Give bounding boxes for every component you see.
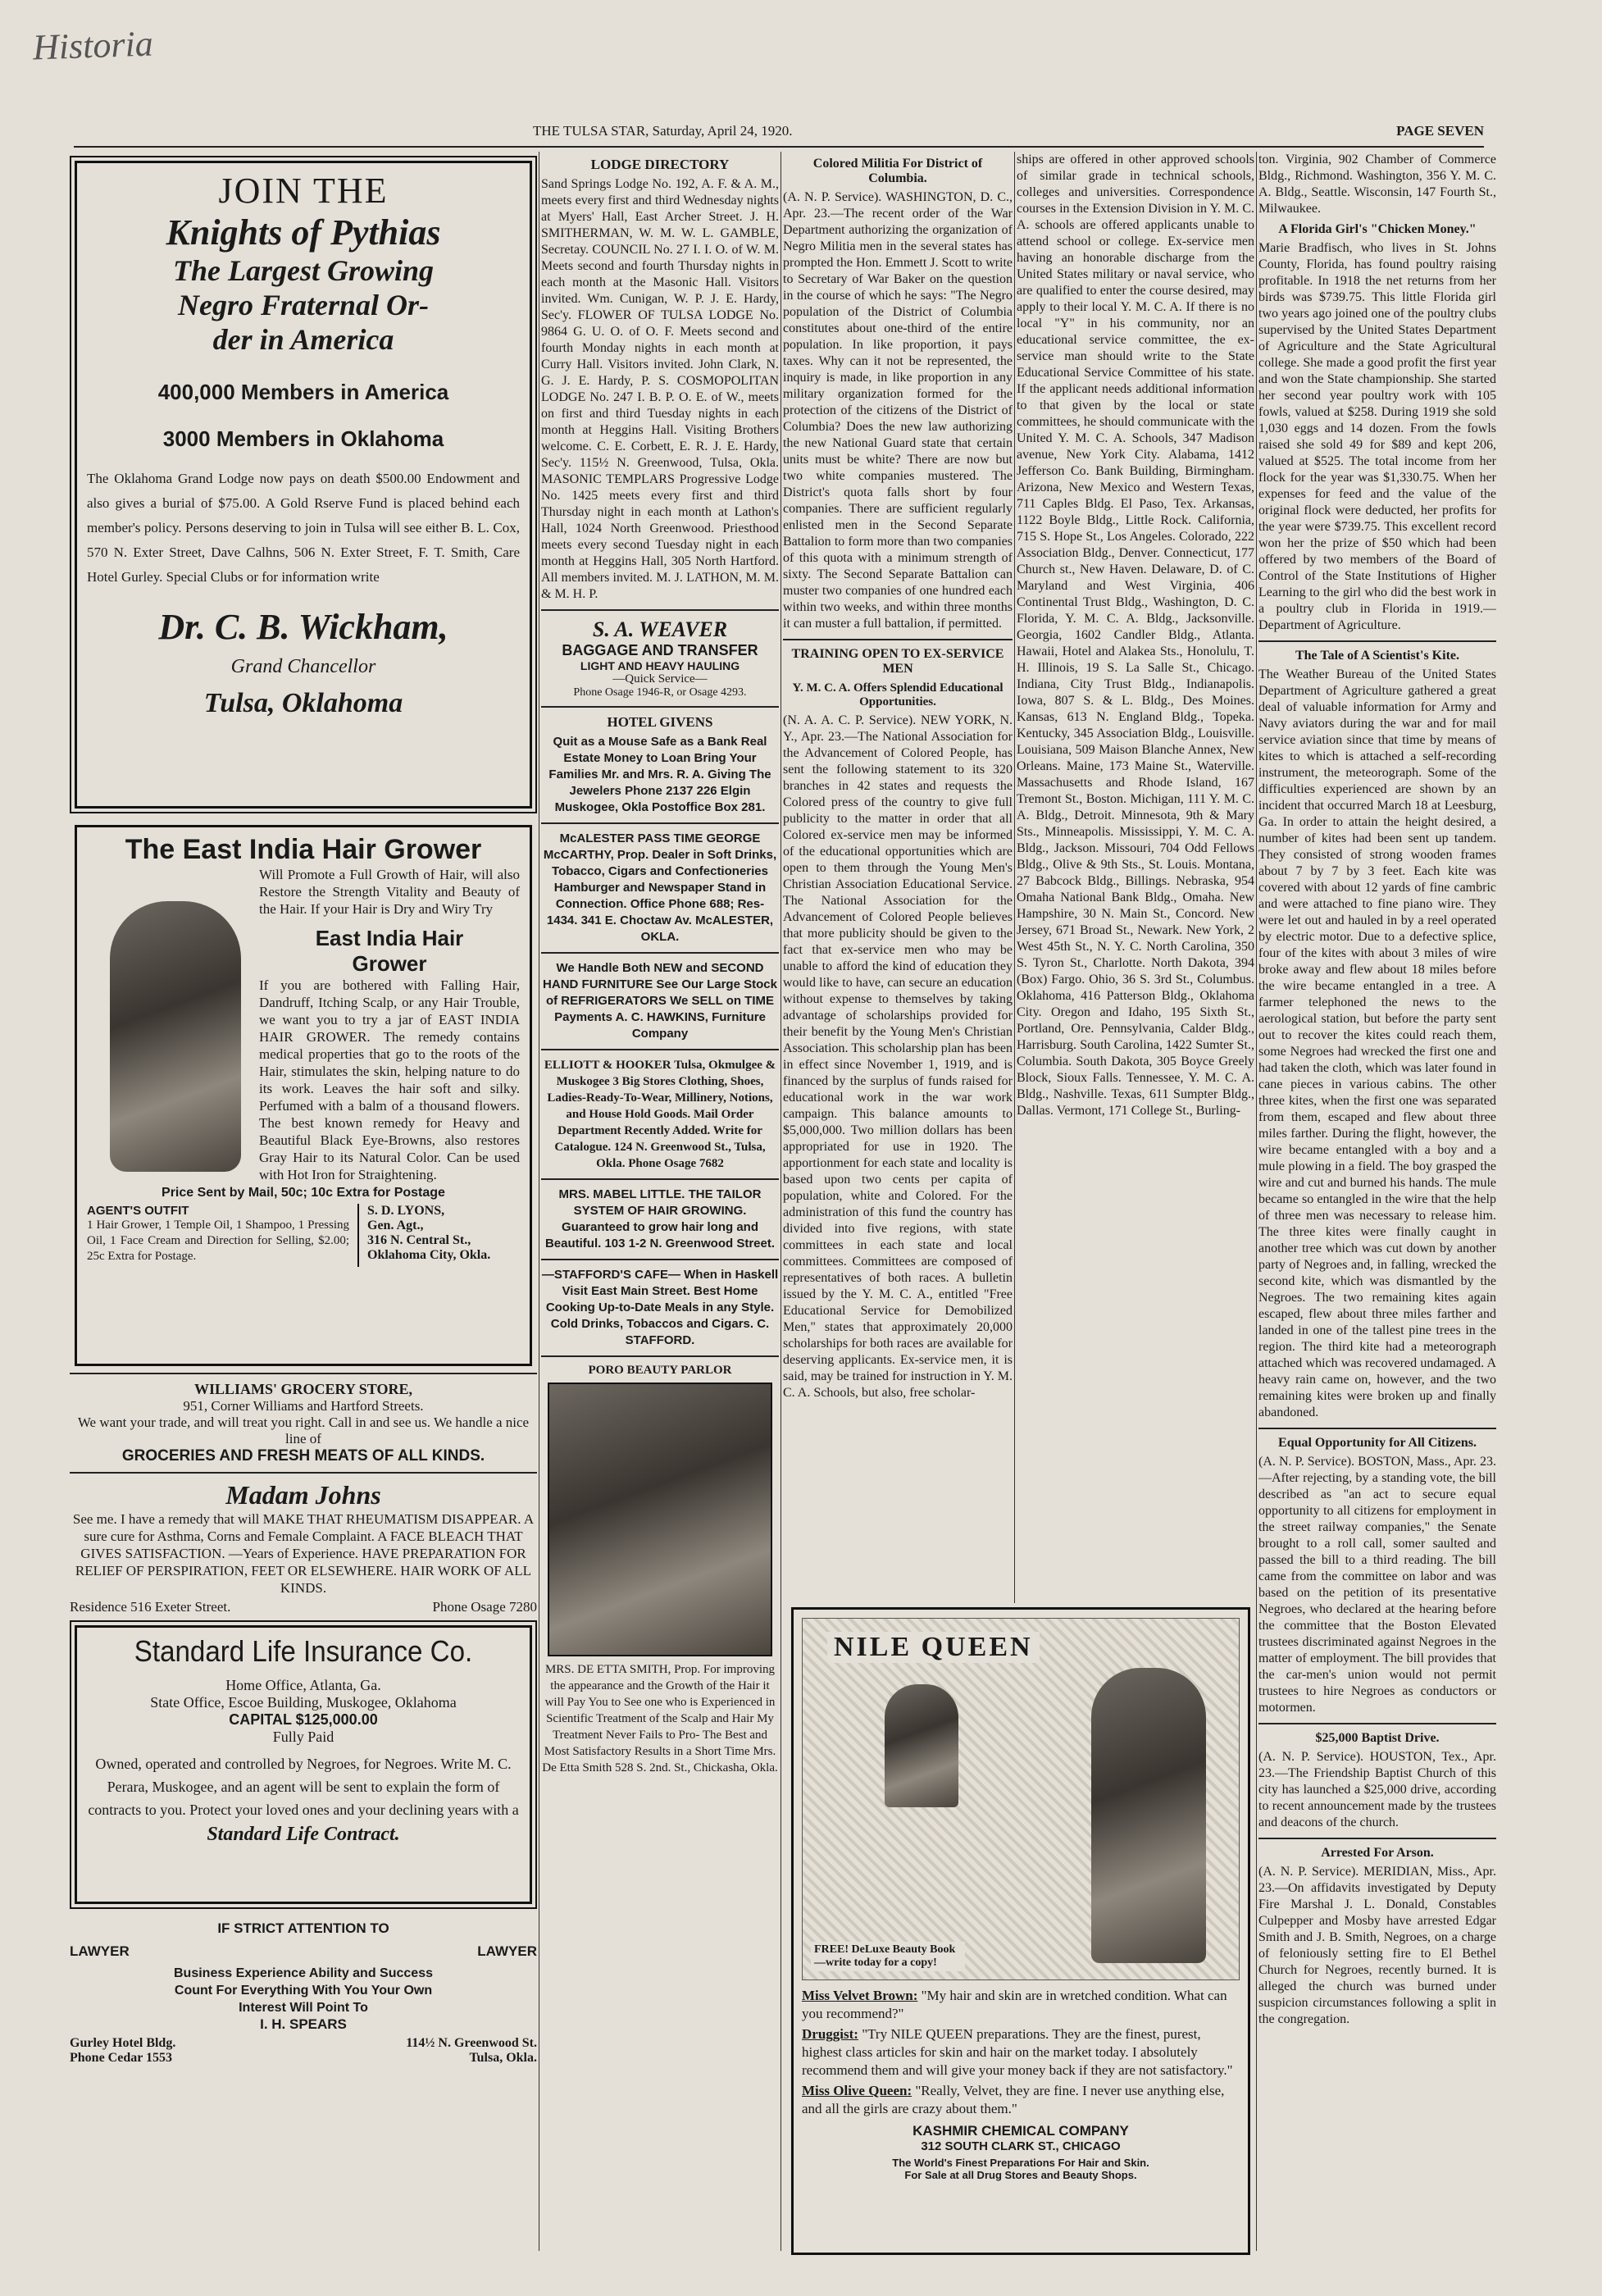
- column-1: [70, 156, 537, 2239]
- divider: [70, 1472, 537, 1474]
- column-5: [1258, 152, 1496, 2251]
- standard-life-ad: [75, 1625, 532, 1904]
- weaver-h3: LIGHT AND HEAVY HAULING: [580, 659, 740, 672]
- standard-p1: Home Office, Atlanta, Ga.: [225, 1677, 381, 1693]
- militia-text: (A. N. P. Service). WASHINGTON, D. C., Apr. 23.—The recent order of the War Department authorizing the organization of Negro Militia men in the several states has prompted the Hon. Emmett J. Scott to write to Secretary of War Baker on the question in the course of which he says: "The Negro population of the District of Columbia constitutes about one-third of the entire population. In like proportion, it pays taxes. Why can it not be represented, the inquiry is made, in like proportion in any military organization formed for the protection of the citizens of the District of Columbia? Does the new law authorizing the new National Guard state that certain units must be white? There are now but two white companies mustered. The District's quota falls short by four companies. There are sufficient regularly enlisted men in the Second Separate Battalion to form more than two companies of this quota with a minimum strength of sixty. The Second Separate Battalion can muster two companies of one hundred each within two weeks, and within three months it can muster a full battalion, if permitted.: [783, 190, 1013, 631]
- agent-addr: 316 N. Central St.,: [367, 1233, 471, 1247]
- divider: [70, 1373, 537, 1374]
- knights-ad: [75, 161, 532, 809]
- kite-text: The Weather Bureau of the United States Department of Agriculture gathered a great deal of valuable information for Army and Navy aviators during the war and for mail service aviation since that time by means of kites to which is attached a self-recording instrument, the meteorograph. Some of the difficulties experienced are shown by an incident that occurred March 18 at Leesburg, Ga. In order to attain the height desired, a number of kites had been sent up tandem. They consisted of strong wooden frames about 7 by 7 by 3 feet. Each kite was covered with about 12 yards of fine cambric and were attached to fine piano wire. They were let out and hauled in by a reel operated by electric motor. Due to a defective splice, four of the kites with about 3 miles of wire broke away and flew about 18 miles before the wire became entangled in a tree. A farmer telephoned the news to the aerological station, but before the party sent out to recover the kites could reach them, some Negroes had wrecked the first one and had taken the cloth, which was later found in cane pieces in various cabins. The other three kites, when the first one was separated from them, escaped and flew about three miles farther. During the flight, however, the wire became entangled with a boy and a mule plowing in a field. The boy grasped the wire and cut and burned his hands. The mule became so entangled in the wire that the help of three men was necessary to release him. The three kites were finally caught in another tree which was cut down by another party of Negroes and, in falling, wrecked the second kite, which was dismantled by the Negroes. The two remaining kites again escaped, flew about three miles farther and landed in one of the tallest pine trees in the region. The third kite had a meteorograph attached which was recovered undamaged. A heavy rain came on, however, and the two remaining kites were broken up and finally abandoned.: [1258, 667, 1496, 1419]
- kashmir-f1: The World's Finest Preparations For Hair and Skin.: [892, 2157, 1149, 2169]
- lawyer-ad: [70, 1920, 537, 2125]
- kop-members1: 400,000 Members in America: [157, 380, 449, 404]
- equal-text: (A. N. P. Service). BOSTON, Mass., Apr. 23.—After rejecting, by a standing vote, the bill described as "an act to secure equal opportunity to all citizens for employment in the street railway companies," the Senate brought to a roll call, somer saulted and passed the bill to a third reading. The bill came from the committee on labor and was based on the petition of its presentative Negroes, who declared at the hearing before the committee that the Boston Elevated trustees discriminated against Negroes in the matter of employment. The bill provides that the car-men's union would not permit trustees to hire Negroes as conductors or motormen.: [1258, 1455, 1496, 1715]
- nile-queen-illustration: [802, 1618, 1240, 1980]
- kop-line3: The Largest Growing: [172, 254, 435, 287]
- baptist-head: $25,000 Baptist Drive.: [1315, 1731, 1440, 1745]
- johns-p: See me. I have a remedy that will MAKE THAT RHEUMATISM DISAPPEAR. A sure cure for Asthma, Corns and Female Complaint. A FACE BLEACH THAT GIVES SATISFACTION. —Years of Experience. HAVE PREPARATION FOR RELIEF OF PERSPIRATION, FEET OR ELSEWHERE. HAIR WORK OF ALL KINDS.: [72, 1511, 535, 1596]
- grocery-goods: GROCERIES AND FRESH MEATS OF ALL KINDS.: [121, 1447, 485, 1465]
- nile-queen-ad: [791, 1607, 1250, 2255]
- poro-text: MRS. DE ETTA SMITH, Prop. For improving the appearance and the Growth of the Hair it will Pay You to See one who is Experienced in Scientific Treatment of the Scalp and Hair My Treatment Never Fails to Pro- The Best and Most Satisfactory Results in a Short Time Mrs. De Etta Smith 528 S. 2nd. St., Chickasha, Okla.: [542, 1663, 778, 1774]
- militia-head: Colored Militia For District of Columbia.: [812, 157, 983, 185]
- kop-line5: der in America: [212, 323, 394, 356]
- little-text: MRS. MABEL LITTLE. THE TAILOR SYSTEM OF HAIR GROWING. Guaranteed to grow hair long and Beautiful. 103 1-2 N. Greenwood Street.: [544, 1187, 776, 1250]
- druggist-figure: [885, 1684, 958, 1807]
- divider: [541, 1049, 779, 1050]
- weaver-h4: —Quick Service—: [612, 672, 708, 686]
- kite-head: The Tale of A Scientist's Kite.: [1295, 649, 1459, 663]
- poro-head: PORO BEAUTY PARLOR: [588, 1364, 732, 1377]
- lodge-head: LODGE DIRECTORY: [590, 157, 730, 172]
- column-4: [1017, 152, 1254, 1603]
- training-head: TRAINING OPEN TO EX-SERVICE MEN: [791, 647, 1004, 676]
- column-2: [541, 152, 779, 2251]
- training-text: (N. A. A. C. P. Service). NEW YORK, N. Y., Apr. 23.—The National Association for the Advancement of Colored People, has sent the following statement to its 320 branches in 42 states and requests the Colored press of the country to give full publicity to the matter in order that all Colored ex-service men may be informed of the educational opportunities which are open to them through the Young Men's Christian Association Educational Service. The National Association for the Advancement of Colored People believes that more publicity should be given to the fact that ex-service men who may be unable to afford the kind of education they would like to have, can secure an education without expense to themselves by taking advantage of scholarships provided for their benefit by the Young Men's Christian Association. This scholarship plan has been in effect since November 1, 1919, and is financed by the surplus of funds raised for educational work in the war work campaign. This balance amounts to $5,000,000. Two million dollars has been appropriated for use in 1920. The apportionment for each state and locality is based upon two cents per capita of population, white and Colored. For the administration of this fund the country has divided into five regions, with state committees in each state and local committees. Committees are composed of representatives of both races. A bulletin issued by the Y. M. C. A., entitled "Free Educational Service for Demobilized Men," states that approximately 20,000 scholarships for both races are available for deserving applicants. Ex-service men, it is said, may be trained for instruction in Y. M. C. A. Schools, but also, free scholar-: [783, 713, 1013, 1400]
- column-rule: [1256, 152, 1257, 2251]
- nile-logo: NILE QUEEN: [827, 1632, 1040, 1663]
- lawyer-mid: Business Experience Ability and Success Count For Everything With You Your Own Interest Will Point To: [174, 1966, 433, 2015]
- kop-line1: JOIN THE: [218, 171, 389, 211]
- kashmir-company: KASHMIR CHEMICAL COMPANY: [913, 2123, 1129, 2139]
- johns-head: Madam Johns: [225, 1480, 381, 1510]
- hair-head: The East India Hair Grower: [125, 834, 482, 865]
- grocery-ad: [70, 1381, 537, 1465]
- divider: [1258, 1428, 1496, 1429]
- stafford-text: —STAFFORD'S CAFE— When in Haskell Visit East Main Street. Best Home Cooking Up-to-Date Meals in any Style. Cold Drinks, Tobaccos and Cigars. C. STAFFORD.: [541, 1268, 779, 1347]
- lodge-text: Sand Springs Lodge No. 192, A. F. & A. M., meets every first and third Wednesday nights at Myers' Hall, East Archer Street. J. H. SMITHERMAN, W. M. W. L. GAMBLE, Secretay. COUNCIL No. 27 I. I. O. of W. M. Meets second and fourth Thursday nights in each month at the Masonic Hall. Visitors invited. Wm. Cunigan, W. P. J. E. Hardy, Sec'y. FLOWER OF TULSA LODGE No. 9864 G. U. O. of O. F. Meets second and fourth Monday nights in each month at Curry Hall. Visitors invited. John Clark, N. G. J. E. Hardy, P. S. COSMOPOLITAN LODGE No. 247 I. B. P. O. E. of W., meets on first and third Tuesday nights in each month at Heggins Hall. Visiting Brothers welcome. C. E. Corbett, E. R. J. E. Hardy, Sec'y. 115½ N. Greenwood, Tulsa, Okla. MASONIC TEMPLARS Progressive Lodge No. 1425 meets every first and third Thursday night in each month at Lathon's Hall, 1024 North Greenwood. Priesthood meets every second Tuesday night in each month at Heggins Hall, 305 North Hartford. All members invited. M. J. LATHON, M. M. & M. H. P.: [541, 177, 779, 601]
- johns-res: Residence 516 Exeter Street.: [70, 1599, 231, 1615]
- standard-p4: Fully Paid: [272, 1729, 335, 1745]
- divider: [1258, 1838, 1496, 1839]
- kashmir-addr: 312 SOUTH CLARK ST., CHICAGO: [921, 2139, 1121, 2153]
- grocery-name: WILLIAMS' GROCERY STORE,: [194, 1381, 412, 1397]
- kop-line2: Knights of Pythias: [166, 212, 441, 253]
- agent-title: Gen. Agt.,: [367, 1219, 424, 1232]
- col4-text: ships are offered in other approved schools of similar grade in technical schools, colleges and universities. Correspondence courses in the Extension Division in Y. M. C. A. schools are offered applicants unable to attend school or college. Ex-service men having an honorable discharge from the United States military or naval service, who are qualified to enter the course desired, may apply to their local Y. M. C. A. If there is no local "Y" in his community, nor an educational service committee, the ex-service man should write to the State Educational Service Committee of his state. If the applicant needs additional information to that given by the local or state committees, he should communicate with the United Y. M. C. A. Schools, 347 Madison avenue, New York City. Alabama, 1412 Jefferson Co. Bank Building, Birmingham. Arizona, New Mexico and Western Texas, 711 Caples Bldg. El Paso, Tex. Arkansas, 1122 Boyle Bldg., Little Rock. California, 715 S. Hope St., Los Angeles. Colorado, 222 Association Bldg., Denver. Connecticut, 177 Church st., New Haven. Delaware, D. of C. Maryland and West Virginia, 406 Continental Trust Bldg., Washington, D. C. Florida, Y. M. C. A. Bldg., Jacksonville. Georgia, 1602 Candler Bldg., Atlanta. Hawaii, Hotel and Alakea Sts., Honolulu, T. H. Illinois, 19 S. La Salle St., Chicago. Indiana, City Trust Bldg., Indianapolis. Iowa, 807 S. & L. Bldg., Des Moines. Kansas, 613 N. England Bldg., Topeka. Kentucky, 345 Association Bldg., Louisville. Louisiana, 509 Maison Blanche Annex, New Orleans. Maine, 173 Maine St., Waterville. Massachusetts and Rhode Island, 167 Tremont St., Boston. Michigan, 111 Y. M. C. A. Bldg., Detroit. Minnesota, 9th & Mary Sts., Minneapolis. Mississippi, Y. M. C. A. Bldg., Jackson. Missouri, 704 Odd Fellows Bldg., Olive & 9th Sts., St. Louis. Montana, 27 Babcock Bldg., Billings. Nebraska, 954 Omaha National Bank Bldg., Omaha. New Hampshire, 30 N. Main St., Concord. New Jersey, 671 Broad St., Newark. New York, 2 West 45th St., N. Y. C. North Carolina, 350 S. Tyron St., Charlotte. North Dakota, 394 (Box) Fargo. Ohio, 36 S. 3rd St., Columbus. Oklahoma, 416 Patterson Bldg., Oklahoma City. Oregon and Idaho, 195 Sixth St., Portland, Ore. Pennsylvania, Calder Bldg., Harrisburg. South Carolina, 1422 Sumter St., Columbia. South Dakota, 305 Boyce Greely Block, Sioux Falls. Tennessee, Y. M. C. A. Bldg., Nashville. Texas, 611 Sumpter Bldg., Dallas. Vermont, 171 College St., Burling-: [1017, 153, 1254, 1118]
- johns-ad: [70, 1480, 537, 1615]
- divider: [541, 609, 779, 611]
- velvet-text: "My hair and skin are in wretched condition. What can you recommend?": [802, 1988, 1227, 2021]
- divider: [1258, 640, 1496, 642]
- divider: [541, 1355, 779, 1357]
- weaver-ad: [541, 617, 779, 699]
- grocery-p: We want your trade, and will treat you right. Call in and see us. We handle a nice line of: [77, 1414, 530, 1446]
- olive-label: Miss Olive Queen:: [802, 2083, 913, 2098]
- hair-name2: Grower: [352, 951, 427, 976]
- divider: [541, 1259, 779, 1260]
- mcalester-text: McALESTER PASS TIME GEORGE McCARTHY, Prop. Dealer in Soft Drinks, Tobacco, Cigars and Confectioneries Hamburger and Newspaper Stand in Connection. Office Phone 688; Res- 1434. 341 E. Choctaw Av. McALESTER, OKLA.: [543, 831, 777, 944]
- page-number: PAGE SEVEN: [1396, 123, 1484, 139]
- kop-title: Grand Chancellor: [230, 656, 376, 677]
- training-sub: Y. M. C. A. Offers Splendid Educational Opportunities.: [792, 681, 1004, 708]
- divider: [541, 952, 779, 954]
- velvet-label: Miss Velvet Brown:: [802, 1988, 918, 2003]
- agent-name: S. D. LYONS,: [367, 1204, 445, 1218]
- grocery-addr: 951, Corner Williams and Hartford Streets.: [183, 1398, 424, 1414]
- weaver-h1: S. A. WEAVER: [592, 617, 728, 641]
- druggist-label: Druggist:: [802, 2026, 858, 2042]
- chicken-head: A Florida Girl's "Chicken Money.": [1278, 222, 1477, 236]
- hair-price: Price Sent by Mail, 50c; 10c Extra for Postage: [162, 1186, 445, 1200]
- kop-city: Tulsa, Oklahoma: [203, 688, 403, 718]
- poro-portrait-photo: [548, 1383, 772, 1656]
- kop-line4: Negro Fraternal Or-: [177, 289, 430, 321]
- equal-head: Equal Opportunity for All Citizens.: [1278, 1436, 1477, 1450]
- divider: [783, 639, 1013, 640]
- masthead-date: THE TULSA STAR, Saturday, April 24, 1920.: [533, 123, 793, 139]
- hair-p2: If you are bothered with Falling Hair, Dandruff, Itching Scalp, or any Hair Trouble, we want you to try a jar of EAST INDIA HAIR GROWER. The remedy contains medical properties that go to the roots of the Hair, stimulates the skin, helping nature to do its work. Leaves the hair soft and silky. Perfumed with a balm of a thousand flowers. The best known remedy for Heavy and Beautiful Black Eye-Browns, also restores Gray Hair to its Natural Color. Can be used with Hot Iron for Straightening.: [259, 977, 520, 1182]
- druggist-text: "Try NILE QUEEN preparations. They are the finest, purest, highest class articles for skin and hair on the market today. I absolutely recommend them and will give your money back if they are not satisfactory.": [802, 2026, 1233, 2078]
- col5-top: ton. Virginia, 902 Chamber of Commerce Bldg., Richmond. Washington, 356 Y. M. C. A. Bldg., Seattle. Wisconsin, 147 Fourth St., Milwaukee.: [1258, 153, 1496, 216]
- weaver-phone: Phone Osage 1946-R, or Osage 4293.: [573, 686, 747, 699]
- hair-items: 1 Hair Grower, 1 Temple Oil, 1 Shampoo, 1 Pressing Oil, 1 Face Cream and Direction for Selling, $2.00; 25c Extra for Postage.: [87, 1219, 349, 1263]
- chicken-text: Marie Bradfisch, who lives in St. Johns County, Florida, has found poultry raising profitable. In 1918 the net returns from her birds was $739.75. This little Florida girl two years ago joined one of the poultry clubs supervised by the United States Department of Agriculture and the State Agricultural college. She made a good profit the first year and won the State championship. She started her second year poultry work with 105 fowls, valued at $258. During 1919 she sold 1,030 eggs and 14 dozen. From the fowls raised she sold 49 for $89 and kept 206, valued at $525. The total income from her flock for the year was $1,330.75. When her expenses for feed and the value of the original flock were deducted, her profits for the year were $739.75. This excellent record won her the prize of $50 which had been offered by two members of the Board of Control of the State Institutions of Higher Learning to the girl who did the best work in a poultry club in Florida in 1919.—Department of Agriculture.: [1258, 241, 1496, 632]
- divider: [541, 822, 779, 824]
- furniture-text: We Handle Both NEW and SECOND HAND FURNITURE See Our Large Stock of REFRIGERATORS We SELL on TIME Payments A. C. HAWKINS, Furniture Company: [543, 961, 777, 1041]
- lawyer-top: IF STRICT ATTENTION TO: [217, 1920, 389, 1936]
- kop-name: Dr. C. B. Wickham,: [158, 607, 448, 647]
- divider: [541, 706, 779, 708]
- lawyer-name: I. H. SPEARS: [260, 2016, 347, 2032]
- givens-text: Quit as a Mouse Safe as a Bank Real Estate Money to Loan Bring Your Families Mr. and Mrs. R. A. Giving The Jewelers Phone 2137 226 Elgin Muskogee, Okla Postoffice Box 281.: [548, 735, 771, 814]
- customer-figure: [1091, 1668, 1206, 1963]
- olive-text: "Really, Velvet, they are fine. I never use anything else, and all the girls are crazy about them.": [802, 2083, 1225, 2116]
- lawyer-a3: 114½ N. Greenwood St.: [406, 2036, 537, 2050]
- weaver-h2: BAGGAGE AND TRANSFER: [562, 642, 758, 658]
- hair-woman-illustration: [110, 901, 241, 1172]
- divider: [1258, 1723, 1496, 1724]
- standard-p5: Owned, operated and controlled by Negroes, for Negroes. Write M. C. Perara, Muskogee, and an agent will be sent to explain the form of contracts to you. Protect your loved ones and your declining years with a: [88, 1756, 519, 1818]
- hair-p1: Will Promote a Full Growth of Hair, will also Restore the Strength Vitality and Beauty of the Hair. If your Hair is Dry and Wiry Try: [259, 867, 520, 917]
- lawyer-a2: Phone Cedar 1553: [70, 2051, 173, 2065]
- column-3: [783, 152, 1013, 1603]
- handwritten-note: Historia: [32, 23, 154, 68]
- arson-text: (A. N. P. Service). MERIDIAN, Miss., Apr. 23.—On affidavits investigated by Deputy Fire Marshal J. L. Donald, Constables Culpepper and Mosby have arrested Edgar Smith and J. B. Smith, Negroes, on a charge of feloniously setting fire to El Bethel Church for Negroes, recently burned. It is alleged the church was burned under suspicion circumstances following a split in the congregation.: [1258, 1865, 1496, 2026]
- masthead: [74, 121, 1484, 148]
- baptist-text: (A. N. P. Service). HOUSTON, Tex., Apr. 23.—The Friendship Baptist Church of this city has launched a $25,000 drive, according to recent announcement made by the trustees and deacons of the church.: [1258, 1750, 1496, 1829]
- lawyer-a4: Tulsa, Okla.: [469, 2051, 537, 2065]
- hair-outfit: AGENT'S OUTFIT: [87, 1204, 189, 1218]
- nile-free: FREE! DeLuxe Beauty Book—write today for a copy!: [811, 1942, 965, 1971]
- givens-head: HOTEL GIVENS: [607, 714, 713, 730]
- standard-p6: Standard Life Contract.: [207, 1824, 400, 1845]
- lawyer-left: LAWYER: [70, 1943, 130, 1959]
- hair-name1: East India Hair: [315, 926, 464, 950]
- kashmir-f2: For Sale at all Drug Stores and Beauty Shops.: [904, 2169, 1137, 2181]
- arson-head: Arrested For Arson.: [1321, 1846, 1434, 1860]
- elliott-text: ELLIOTT & HOOKER Tulsa, Okmulgee & Muskogee 3 Big Stores Clothing, Shoes, Ladies-Ready-To-Wear, Millinery, Notions, and House Hold Goods. Mail Order Department Recently Added. Write for Catalogue. 124 N. Greenwood St., Tulsa, Okla. Phone Osage 7682: [544, 1059, 776, 1170]
- kop-members2: 3000 Members in Oklahoma: [162, 426, 444, 451]
- lawyer-a1: Gurley Hotel Bldg.: [70, 2036, 176, 2050]
- kop-body: The Oklahoma Grand Lodge now pays on death $500.00 Endowment and also gives a burial of $75.00. A Gold Rserve Fund is placed behind each member's policy. Persons deserving to join in Tulsa will see either B. L. Cox, 570 N. Exter Street, Dave Calhns, 506 N. Exter Street, F. T. Smith, Care Hotel Gurley. Special Clubs or for information write: [87, 471, 520, 585]
- divider: [541, 1178, 779, 1180]
- column-rule: [1014, 152, 1015, 1603]
- hair-grower-ad: [75, 825, 532, 1366]
- johns-phone: Phone Osage 7280: [432, 1599, 537, 1615]
- agent-city: Oklahoma City, Okla.: [367, 1248, 491, 1262]
- standard-head: Standard Life Insurance Co.: [134, 1634, 473, 1668]
- standard-p3: CAPITAL $125,000.00: [229, 1711, 378, 1728]
- standard-p2: State Office, Escoe Building, Muskogee, Oklahoma: [150, 1694, 457, 1711]
- lawyer-right: LAWYER: [477, 1943, 537, 1959]
